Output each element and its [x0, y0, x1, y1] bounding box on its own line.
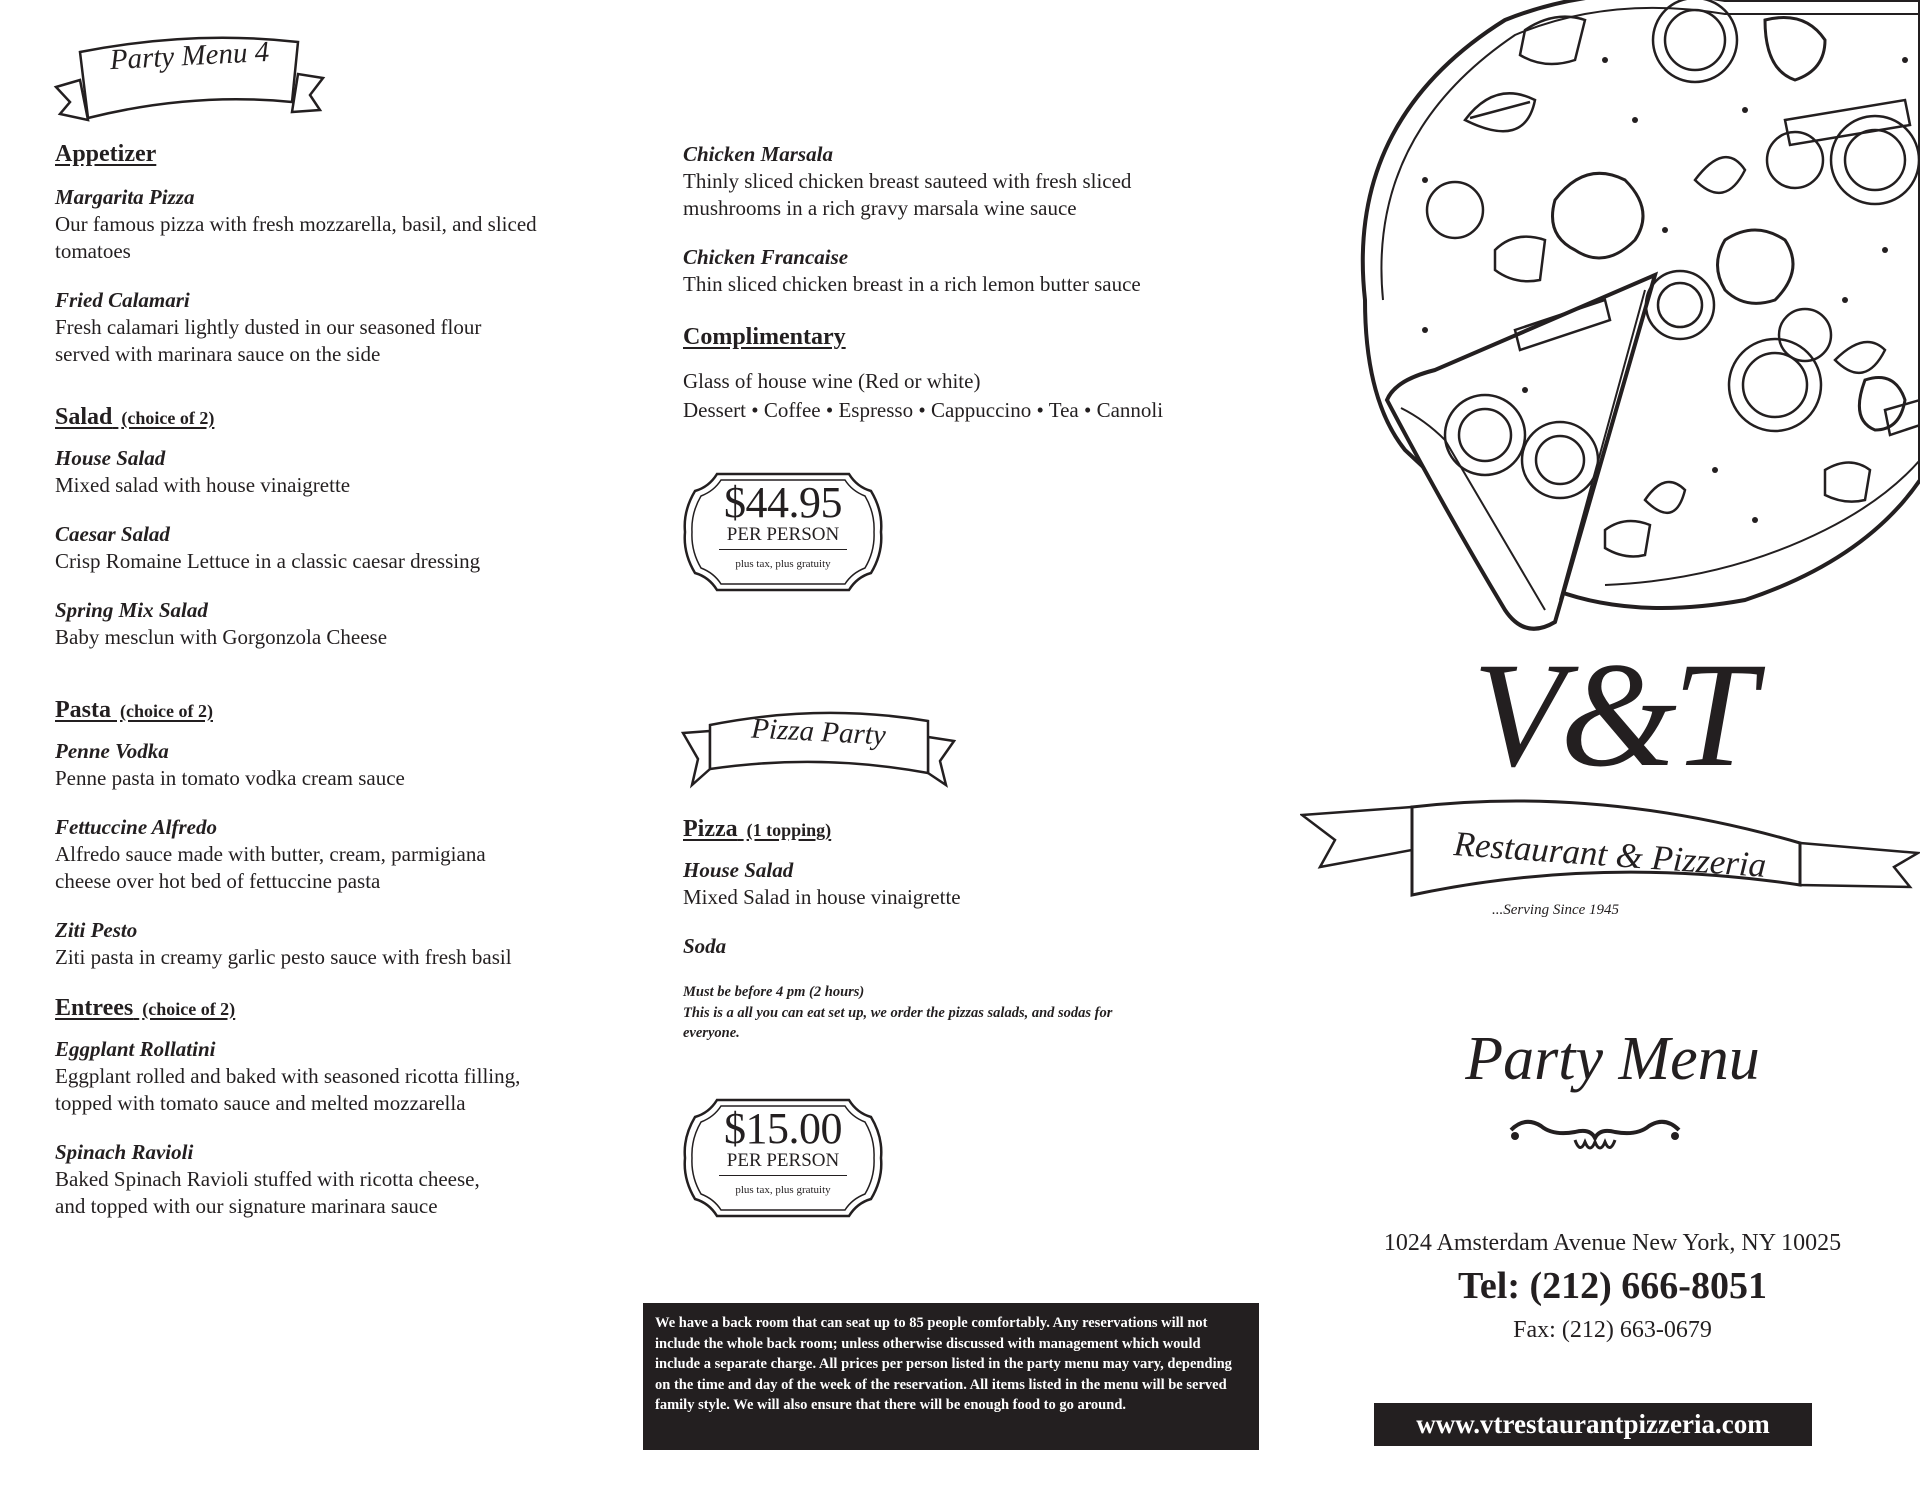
item-desc: Baby mesclun with Gorgonzola Cheese [55, 625, 388, 649]
menu-item [55, 597, 615, 651]
item-desc: Fresh calamari lightly dusted in our seasoned flour [55, 315, 482, 339]
menu-item [55, 1139, 615, 1220]
item-desc: Ziti pasta in creamy garlic pesto sauce with fresh basil [55, 945, 512, 969]
item-desc: mushrooms in a rich gravy marsala wine sauce [683, 196, 1077, 220]
menu-item [683, 244, 1243, 298]
item-name: Margarita Pizza [55, 185, 195, 209]
menu-item [55, 445, 615, 499]
item-desc: served with marinara sauce on the side [55, 342, 381, 366]
address: 1024 Amsterdam Avenue New York, NY 10025 [1383, 1230, 1842, 1256]
item-desc: Mixed salad with house vinaigrette [55, 473, 351, 497]
logo: V&T [1472, 632, 1753, 798]
menu-item [55, 917, 615, 971]
item-desc: Thinly sliced chicken breast sauteed with fresh sliced [683, 169, 1132, 193]
menu-item [55, 738, 615, 792]
item-name: House Salad [683, 858, 794, 882]
item-desc: Thin sliced chicken breast in a rich lemon butter sauce [683, 272, 1141, 296]
appetizer-heading: Appetizer [55, 141, 157, 167]
note-line: This is a all you can eat set up, we order the pizzas salads, and sodas for [683, 1004, 1113, 1021]
item-desc: tomatoes [55, 239, 131, 263]
menu-item [55, 1036, 615, 1117]
price-per: PER PERSON [726, 1150, 840, 1171]
item-desc: Crisp Romaine Lettuce in a classic caesar dressing [55, 549, 481, 573]
banner-text: Party Menu 4 [109, 35, 270, 77]
item-desc: Our famous pizza with fresh mozzarella, basil, and sliced [55, 212, 537, 236]
menu-item [683, 857, 1243, 911]
item-name: Chicken Marsala [683, 142, 833, 166]
left-column [55, 141, 615, 1242]
reservation-notice: We have a back room that can seat up to 85 people comfortably. Any reservations will not include the whole back room; unless otherwise discussed with management which would include a separate charge. All prices per person listed in the party menu may vary, depending on the time and day of the week of the reservation. All items listed in the menu will be served family style. We will also ensure that there will be enough food to go around. [643, 1303, 1259, 1450]
item-name: Spinach Ravioli [55, 1140, 194, 1164]
item-name: Fettuccine Alfredo [55, 815, 217, 839]
pizza-heading [683, 816, 1243, 843]
price-tax: plus tax, plus gratuity [735, 558, 831, 570]
menu-item [55, 814, 615, 895]
item-desc: Eggplant rolled and baked with seasoned ricotta filling, [55, 1064, 521, 1088]
price-tax: plus tax, plus gratuity [735, 1184, 831, 1196]
flourish-ornament-icon [1505, 1108, 1685, 1158]
banner-party-menu-4 [52, 32, 327, 122]
item-desc: cheese over hot bed of fettuccine pasta [55, 869, 381, 893]
item-name: House Salad [55, 446, 166, 470]
salad-heading [55, 404, 615, 431]
pizza-note [683, 982, 1243, 1044]
note-line: Must be before 4 pm (2 hours) [683, 984, 865, 1000]
divider [719, 549, 847, 550]
item-desc: Penne pasta in tomato vodka cream sauce [55, 766, 405, 790]
pizza-party-section [683, 816, 1243, 1044]
price-amount: $15.00 [724, 1104, 842, 1153]
section-note: (choice of 2) [120, 701, 213, 721]
price-badge-2 [681, 1097, 885, 1219]
item-name: Soda [683, 934, 727, 958]
section-note: (choice of 2) [121, 408, 215, 428]
item-desc: Mixed Salad in house vinaigrette [683, 885, 961, 909]
section-note: (choice of 2) [142, 999, 236, 1019]
complimentary-heading: Complimentary [683, 324, 846, 350]
section-title: Pizza [683, 816, 738, 842]
middle-column [683, 141, 1243, 425]
logo-banner-text: Restaurant & Pizzeria [1452, 824, 1768, 885]
fax-number: Fax: (212) 663-0679 [1513, 1317, 1712, 1343]
menu-item [683, 933, 1243, 960]
logo-banner [1300, 795, 1920, 915]
entrees-heading [55, 995, 615, 1022]
website-link[interactable]: www.vtrestaurantpizzeria.com [1374, 1403, 1812, 1446]
price-amount: $44.95 [724, 478, 842, 527]
item-name: Ziti Pesto [55, 918, 138, 942]
item-name: Eggplant Rollatini [55, 1037, 216, 1061]
section-title: Salad [55, 404, 113, 430]
banner-text: Pizza Party [750, 712, 887, 752]
complimentary-line: Glass of house wine (Red or white) [683, 369, 981, 393]
section-title: Pasta [55, 697, 111, 723]
divider [719, 1175, 847, 1176]
item-name: Caesar Salad [55, 522, 170, 546]
menu-item [683, 141, 1243, 222]
price-badge-1 [681, 471, 885, 593]
menu-item [55, 184, 615, 265]
item-desc: Alfredo sauce made with butter, cream, parmigiana [55, 842, 486, 866]
serving-since: ...Serving Since 1945 [1492, 902, 1620, 918]
section-note: (1 topping) [746, 820, 832, 840]
note-line: everyone. [683, 1025, 740, 1041]
item-name: Fried Calamari [55, 288, 190, 312]
item-name: Penne Vodka [55, 739, 169, 763]
section-title: Entrees [55, 995, 134, 1021]
pizza-illustration-icon [1305, 0, 1920, 640]
phone-number: Tel: (212) 666-8051 [1458, 1265, 1767, 1307]
menu-item [55, 287, 615, 368]
pasta-heading [55, 697, 615, 724]
complimentary-line: Dessert • Coffee • Espresso • Cappuccino • Tea • Cannoli [683, 398, 1164, 422]
banner-pizza-party [680, 707, 957, 789]
page-title: Party Menu [1465, 1025, 1760, 1093]
menu-item [55, 521, 615, 575]
item-name: Spring Mix Salad [55, 598, 208, 622]
item-desc: and topped with our signature marinara sauce [55, 1194, 438, 1218]
item-name: Chicken Francaise [683, 245, 849, 269]
price-per: PER PERSON [726, 524, 840, 545]
item-desc: Baked Spinach Ravioli stuffed with ricotta cheese, [55, 1167, 480, 1191]
item-desc: topped with tomato sauce and melted mozzarella [55, 1091, 466, 1115]
